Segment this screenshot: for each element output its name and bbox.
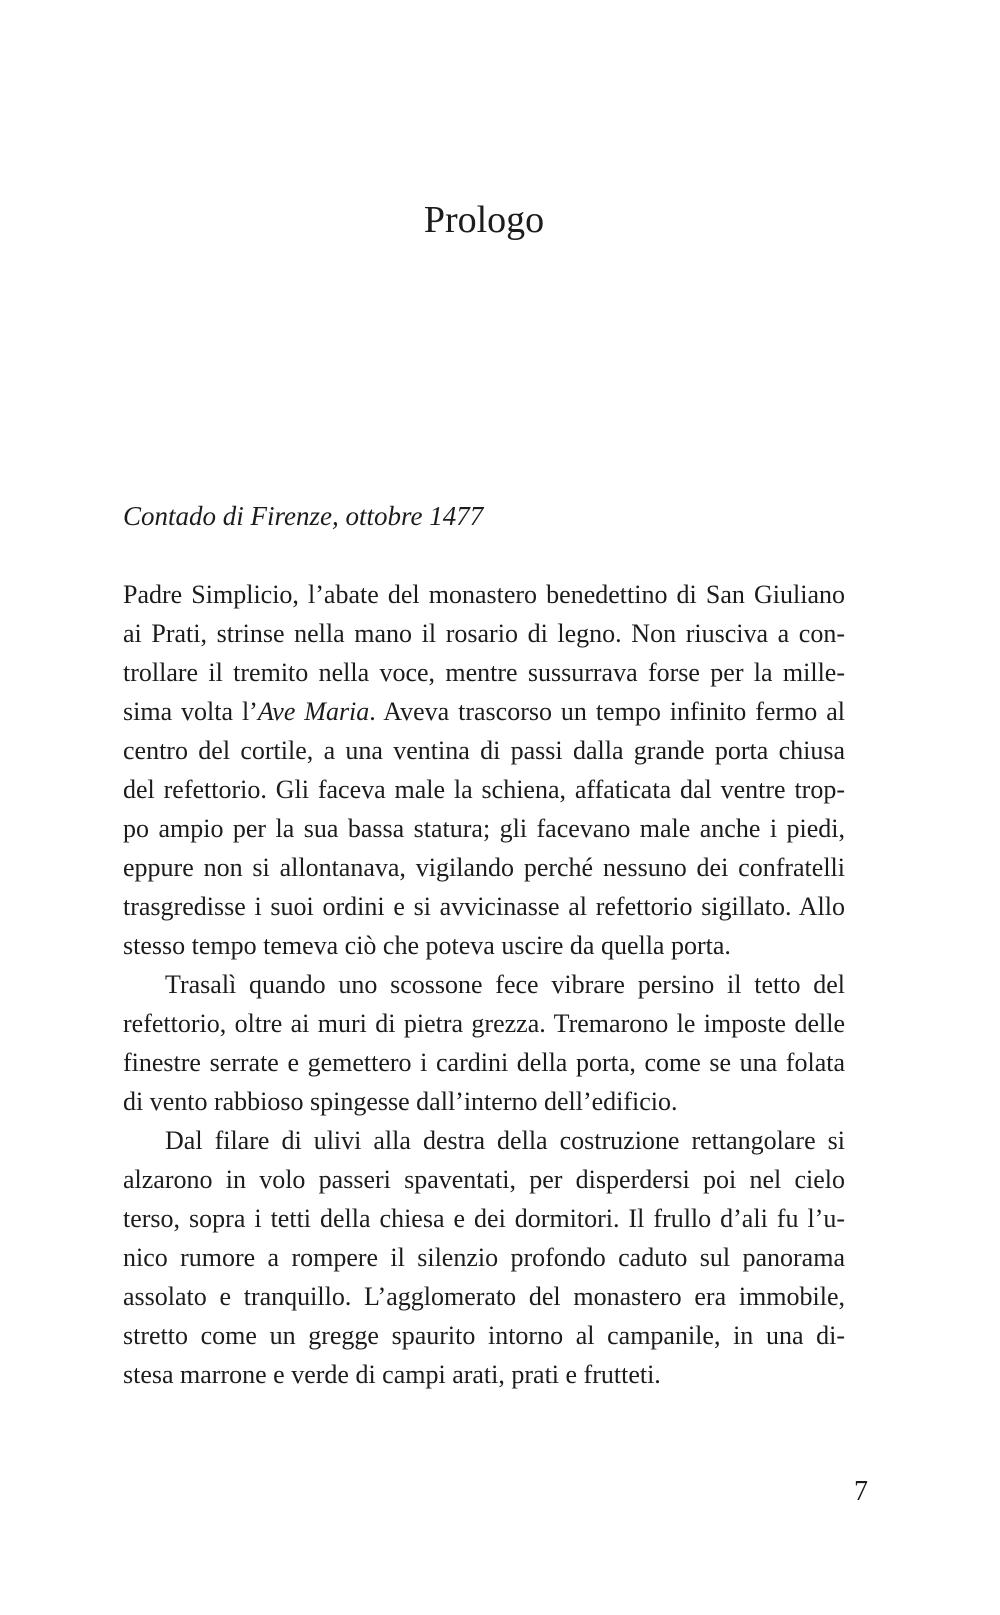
text-segment: stesa marrone e verde di campi arati, prati e frutteti. (123, 1360, 661, 1389)
text-line (123, 887, 845, 926)
text-segment: sima volta l’ (123, 697, 258, 726)
paragraph (123, 965, 845, 1121)
text-line (123, 848, 845, 887)
text-line (123, 653, 845, 692)
paragraph (123, 575, 845, 965)
text-line (123, 1121, 845, 1160)
text-line (123, 614, 845, 653)
text-segment: centro del cortile, a una ventina di passi dalla grande porta chiusa (123, 736, 845, 765)
text-line (123, 731, 845, 770)
text-segment: eppure non si allontanava, vigilando perché nessuno dei confratelli (123, 853, 845, 882)
text-segment: ai Prati, strinse nella mano il rosario di legno. Non riusciva a con- (123, 619, 845, 648)
text-segment: assolato e tranquillo. L’agglomerato del monastero era immobile, (123, 1282, 845, 1311)
text-line (123, 1277, 845, 1316)
text-line (123, 770, 845, 809)
text-line (123, 1238, 845, 1277)
text-line (123, 1082, 845, 1121)
paragraph (123, 1121, 845, 1394)
text-line (123, 692, 845, 731)
dateline: Contado di Firenze, ottobre 1477 (123, 501, 484, 531)
body-text (123, 575, 845, 1394)
text-segment: po ampio per la sua bassa statura; gli facevano male anche i piedi, (123, 814, 845, 843)
text-segment: Dal filare di ulivi alla destra della costruzione rettangolare si (165, 1126, 845, 1155)
text-segment: . Aveva trascorso un tempo infinito fermo al (369, 697, 845, 726)
text-segment: refettorio, oltre ai muri di pietra grezza. Tremarono le imposte delle (123, 1009, 845, 1038)
chapter-title: Prologo (423, 199, 545, 242)
text-line (123, 1160, 845, 1199)
text-line (123, 1316, 845, 1355)
text-segment: di vento rabbioso spingesse dall’interno dell’edificio. (123, 1087, 678, 1116)
text-line (123, 1355, 845, 1394)
text-line (123, 575, 845, 614)
text-segment: finestre serrate e gemettero i cardini della porta, come se una folata (123, 1048, 845, 1077)
text-line (123, 1199, 845, 1238)
page-number: 7 (854, 1476, 868, 1507)
text-line (123, 1043, 845, 1082)
text-segment: alzarono in volo passeri spaventati, per disperdersi poi nel cielo (123, 1165, 845, 1194)
text-segment: trasgredisse i suoi ordini e si avvicinasse al refettorio sigillato. Allo (123, 892, 845, 921)
text-line (123, 965, 845, 1004)
italic-text-segment: Ave Maria (257, 697, 370, 726)
text-line (123, 926, 845, 965)
text-segment: stretto come un gregge spaurito intorno al campanile, in una di- (123, 1321, 845, 1350)
text-segment: stesso tempo temeva ciò che poteva uscire da quella porta. (123, 931, 731, 960)
text-segment: trollare il tremito nella voce, mentre sussurrava forse per la mille- (123, 658, 845, 687)
text-line (123, 809, 845, 848)
text-segment: terso, sopra i tetti della chiesa e dei dormitori. Il frullo d’ali fu l’u- (123, 1204, 845, 1233)
text-line (123, 1004, 845, 1043)
text-segment: nico rumore a rompere il silenzio profondo caduto sul panorama (123, 1243, 845, 1272)
text-segment: Trasalì quando uno scossone fece vibrare persino il tetto del (165, 970, 845, 999)
text-segment: del refettorio. Gli faceva male la schiena, affaticata dal ventre trop- (123, 775, 845, 804)
text-segment: Padre Simplicio, l’abate del monastero benedettino di San Giuliano (123, 580, 845, 609)
